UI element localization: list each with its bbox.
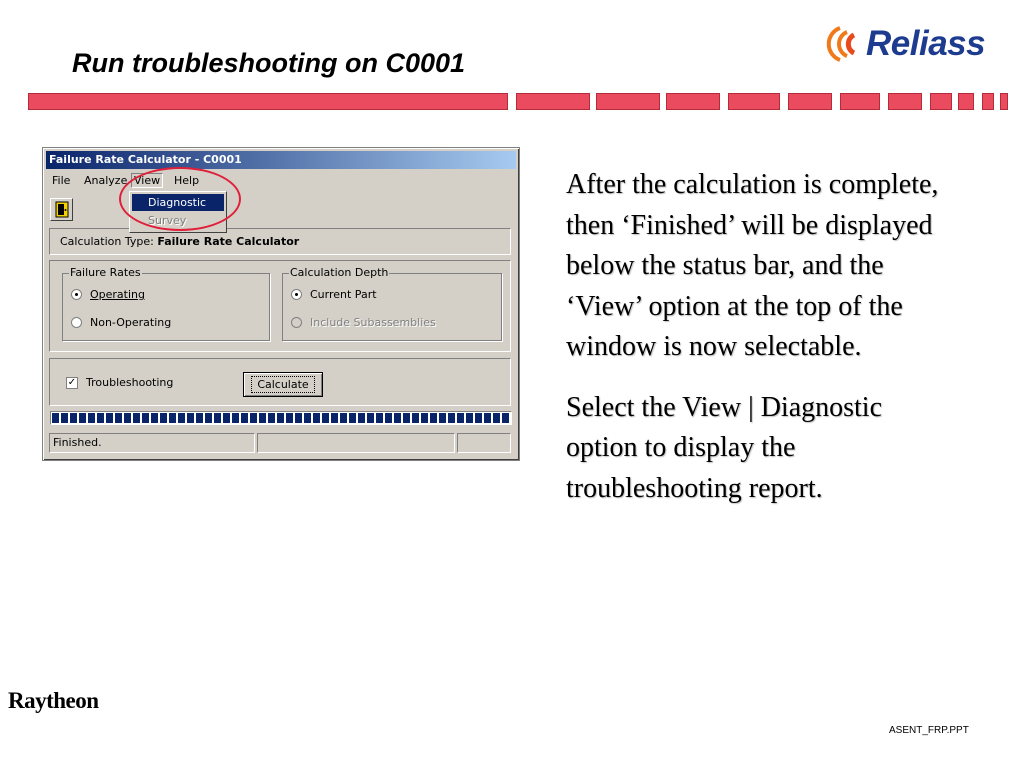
progress-block: [97, 413, 104, 423]
progress-block: [430, 413, 437, 423]
stripe-segment: [930, 93, 952, 110]
progress-block: [88, 413, 95, 423]
progress-bar: [50, 411, 512, 425]
radio-non-operating[interactable]: Non-Operating: [71, 316, 171, 329]
progress-block: [475, 413, 482, 423]
progress-block: [250, 413, 257, 423]
stripe-segment: [840, 93, 880, 110]
calculation-type-value: Failure Rate Calculator: [157, 235, 300, 248]
progress-block: [466, 413, 473, 423]
menu-item-survey: Survey: [148, 214, 187, 227]
progress-block: [412, 413, 419, 423]
stripe-segment: [28, 93, 508, 110]
progress-block: [493, 413, 500, 423]
progress-block: [214, 413, 221, 423]
troubleshooting-checkbox[interactable]: ✓ Troubleshooting: [67, 376, 174, 389]
highlight-circle: [119, 167, 241, 231]
radio-current-part[interactable]: Current Part: [291, 288, 377, 301]
radio-button[interactable]: [71, 317, 82, 328]
slide-title: Run troubleshooting on C0001: [72, 48, 466, 78]
progress-block: [151, 413, 158, 423]
progress-block: [295, 413, 302, 423]
progress-block: [133, 413, 140, 423]
progress-block: [313, 413, 320, 423]
progress-block: [385, 413, 392, 423]
progress-block: [448, 413, 455, 423]
reliass-logo: [826, 22, 985, 66]
calculate-button[interactable]: Calculate: [243, 372, 323, 397]
calculation-depth-group: [282, 266, 502, 341]
failure-rates-label: Failure Rates: [70, 266, 141, 279]
stripe-segment: [958, 93, 974, 110]
progress-block: [268, 413, 275, 423]
progress-block: [115, 413, 122, 423]
radio-button: [291, 317, 302, 328]
stripe-segment: [666, 93, 720, 110]
options-panel: [49, 260, 511, 352]
progress-block: [241, 413, 248, 423]
menu-view[interactable]: View: [131, 173, 163, 188]
progress-block: [376, 413, 383, 423]
progress-block: [349, 413, 356, 423]
menu-item-diagnostic[interactable]: Diagnostic: [132, 194, 224, 211]
progress-block: [304, 413, 311, 423]
calculation-type-label: Calculation Type:: [60, 235, 154, 248]
failure-rate-calculator-window: [42, 147, 520, 461]
stripe-segment: [982, 93, 994, 110]
progress-block: [142, 413, 149, 423]
failure-rates-group: [62, 266, 270, 341]
raytheon-logo: Raytheon: [8, 688, 99, 713]
progress-block: [52, 413, 59, 423]
stripe-segment: [1000, 93, 1008, 110]
progress-block: [106, 413, 113, 423]
progress-block: [79, 413, 86, 423]
logo-text: Reliass: [866, 24, 986, 63]
progress-block: [340, 413, 347, 423]
decorative-stripe-bar: [28, 93, 1008, 110]
radio-include-subassemblies: Include Subassemblies: [291, 316, 436, 329]
progress-block: [70, 413, 77, 423]
progress-block: [205, 413, 212, 423]
progress-block: [394, 413, 401, 423]
menu-help[interactable]: Help: [174, 174, 200, 187]
progress-block: [259, 413, 266, 423]
body-paragraph: After the calculation is complete, then ‘Finished’ will be displayed below the status bar, and the ‘View’ option at the top of the window is now selectable.: [566, 169, 939, 362]
body-paragraph: Select the View | Diagnostic option to display the troubleshooting report.: [566, 391, 882, 504]
progress-block: [286, 413, 293, 423]
progress-block: [367, 413, 374, 423]
progress-block: [232, 413, 239, 423]
menu-file[interactable]: File: [52, 174, 71, 187]
progress-block: [421, 413, 428, 423]
checkbox-checked[interactable]: ✓: [67, 376, 77, 388]
progress-block: [124, 413, 131, 423]
progress-block: [331, 413, 338, 423]
stripe-segment: [596, 93, 660, 110]
status-panel-3: [457, 433, 511, 453]
status-panel-2: [257, 433, 455, 453]
reliass-logo-icon: [826, 24, 864, 64]
progress-block: [178, 413, 185, 423]
progress-block: [358, 413, 365, 423]
radio-operating[interactable]: Operating: [71, 288, 145, 301]
window-titlebar[interactable]: Failure Rate Calculator - C0001: [46, 151, 516, 169]
progress-block: [187, 413, 194, 423]
progress-block: [277, 413, 284, 423]
radio-button[interactable]: [291, 289, 302, 300]
radio-button[interactable]: [71, 289, 82, 300]
exit-door-icon: [55, 201, 69, 218]
progress-block: [196, 413, 203, 423]
slide-body: [566, 165, 951, 529]
menu-analyze[interactable]: Analyze: [84, 174, 128, 187]
progress-block: [439, 413, 446, 423]
progress-block: [160, 413, 167, 423]
stripe-segment: [728, 93, 780, 110]
footer-filename: ASENT_FRP.PPT: [889, 725, 969, 736]
progress-block: [61, 413, 68, 423]
progress-block: [223, 413, 230, 423]
progress-block: [403, 413, 410, 423]
status-text: Finished.: [49, 433, 255, 453]
progress-block: [322, 413, 329, 423]
stripe-segment: [516, 93, 590, 110]
menu-bar: [47, 172, 515, 190]
exit-button[interactable]: [50, 198, 73, 221]
calculation-type-panel: [49, 228, 511, 255]
calculation-depth-label: Calculation Depth: [290, 266, 389, 279]
progress-block: [457, 413, 464, 423]
progress-block: [502, 413, 509, 423]
stripe-segment: [788, 93, 832, 110]
progress-block: [484, 413, 491, 423]
progress-block: [169, 413, 176, 423]
stripe-segment: [888, 93, 922, 110]
